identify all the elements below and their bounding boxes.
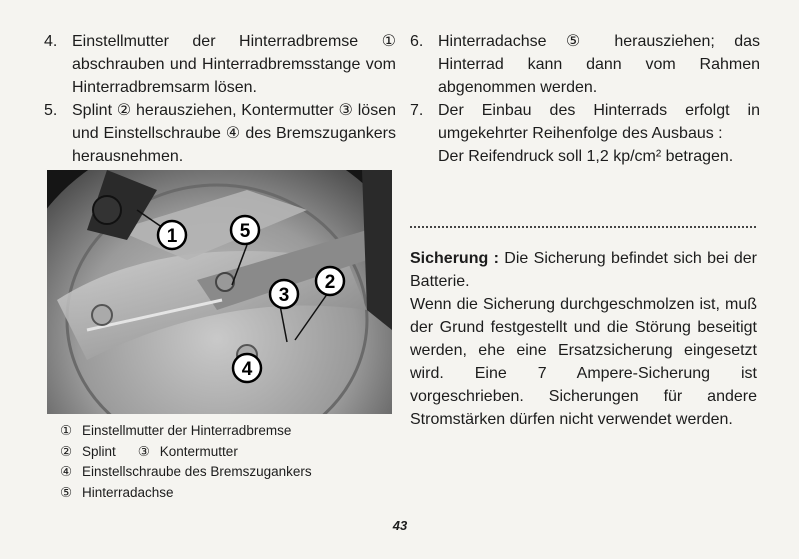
svg-text:5: 5 <box>239 221 251 242</box>
photo-callout-4 <box>233 354 261 382</box>
brake-assembly-photo <box>47 170 392 414</box>
caption-text: Einstellmutter der Hinterradbremse <box>82 423 292 438</box>
photo-callout-5 <box>231 216 259 244</box>
steps-left <box>44 30 396 168</box>
photo-callout-3 <box>270 280 298 308</box>
caption-1 <box>60 421 390 442</box>
step-number <box>410 145 438 168</box>
photo-callout-2 <box>316 267 344 295</box>
svg-text:4: 4 <box>241 359 253 380</box>
step-number: 4. <box>44 33 58 50</box>
svg-text:1: 1 <box>166 226 178 247</box>
step-number: 6. <box>410 33 424 50</box>
tire-pressure-note <box>410 145 760 168</box>
caption-marker: ① <box>60 423 73 438</box>
fuse-label: Sicherung : <box>410 250 499 267</box>
step-7 <box>410 99 760 145</box>
caption-marker: ④ <box>60 464 73 479</box>
caption-marker: ⑤ <box>60 484 73 500</box>
caption-text: Splint <box>82 443 116 459</box>
page-number: 43 <box>392 518 408 533</box>
step-text: Der Reifendruck soll 1,2 kp/cm² betragen. <box>438 148 734 165</box>
fuse-body: Wenn die Sicherung durchgeschmolzen ist, muß der Grund festgestellt und die Störung beseitigt werden, ehe eine Ersatzsicherung eingesetzt wird. Eine 7 Ampere-Sicherung ist vorgeschrieben. Sicherungen für andere Stromstärken dürfen nicht verwendet werden. <box>410 296 757 428</box>
photo-callout-1 <box>158 221 186 249</box>
fuse-intro-text: Die Sicherung befindet sich bei der Batterie. <box>410 250 757 290</box>
caption-2-3 <box>60 442 390 463</box>
step-text: Einstellmutter der Hinterradbremse ① abschrauben und Hinterradbremsstange vom Hinterradbremsarm lösen. <box>72 33 396 96</box>
svg-text:2: 2 <box>324 272 336 293</box>
step-5 <box>44 99 396 168</box>
caption-text: Hinterradachse <box>82 484 174 500</box>
step-text: Hinterradachse ⑤ herausziehen; das Hinterrad kann dann vom Rahmen abgenommen werden. <box>438 33 760 96</box>
caption-marker: ② <box>60 443 73 459</box>
steps-right <box>410 30 760 168</box>
photo-captions <box>60 421 390 503</box>
caption-5 <box>60 483 390 504</box>
caption-text: Einstellschraube des Bremszugankers <box>82 464 312 479</box>
step-4 <box>44 30 396 99</box>
svg-text:3: 3 <box>278 285 290 306</box>
brake-assembly-illustration <box>47 170 392 414</box>
section-divider <box>410 226 756 228</box>
step-text: Splint ② herausziehen, Kontermutter ③ lösen und Einstellschraube ④ des Bremszugankers herausnehmen. <box>72 102 396 165</box>
caption-4 <box>60 462 390 483</box>
step-text: Der Einbau des Hinterrads erfolgt in umgekehrter Reihenfolge des Ausbaus : <box>438 102 760 142</box>
step-number: 5. <box>44 102 58 119</box>
fuse-section <box>410 247 757 431</box>
fuse-intro <box>410 247 757 293</box>
step-number: 7. <box>410 102 424 119</box>
step-6 <box>410 30 760 99</box>
caption-marker: ③ <box>137 443 150 459</box>
caption-text: Kontermutter <box>159 443 238 459</box>
